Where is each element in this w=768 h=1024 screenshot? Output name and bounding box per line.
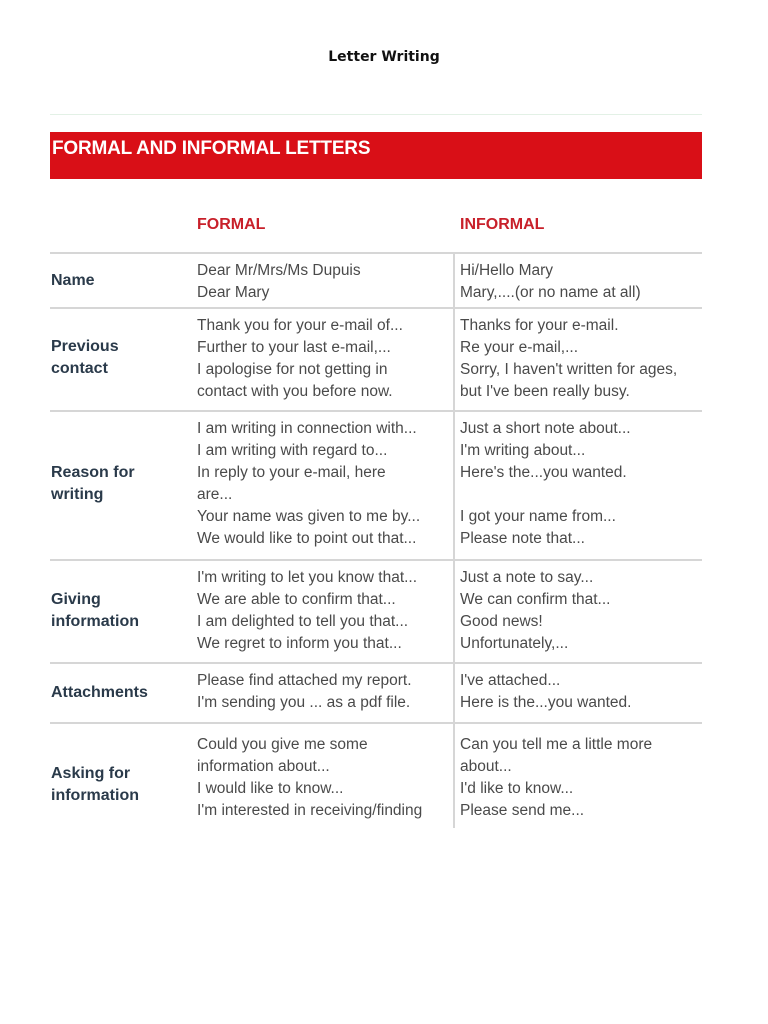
phrase: are... — [197, 486, 233, 503]
table-row-name — [50, 252, 702, 307]
table-row-previous-contact — [50, 307, 702, 410]
column-divider — [453, 254, 455, 307]
phrase: In reply to your e-mail, here — [197, 464, 386, 481]
phrase: Hi/Hello Mary — [460, 262, 554, 279]
phrase: Thank you for your e-mail of... — [197, 317, 403, 334]
table-row-giving-information — [50, 559, 702, 662]
informal-phrases — [460, 670, 702, 714]
formal-informal-table-figure — [50, 114, 702, 828]
phrase: Dear Mr/Mrs/Ms Dupuis — [197, 262, 361, 279]
informal-phrases — [460, 418, 702, 550]
phrase: Please find attached my report. — [197, 672, 412, 689]
table-banner: FORMAL AND INFORMAL LETTERS — [50, 132, 702, 179]
phrase: Please send me... — [460, 802, 585, 819]
phrase: I am writing with regard to... — [197, 442, 388, 459]
phrase: I've attached... — [460, 672, 561, 689]
table-row-asking-for-information — [50, 722, 702, 828]
phrase: Here is the...you wanted. — [460, 694, 632, 711]
formal-phrases — [197, 260, 453, 304]
phrase: Mary,....(or no name at all) — [460, 284, 641, 301]
phrase: I am delighted to tell you that... — [197, 613, 409, 630]
phrase: We can confirm that... — [460, 591, 611, 608]
phrase: I am writing in connection with... — [197, 420, 417, 437]
phrase: I'm sending you ... as a pdf file. — [197, 694, 411, 711]
phrase: I'm interested in receiving/finding — [197, 802, 423, 819]
formal-column-header: FORMAL — [197, 216, 266, 233]
phrase: about... — [460, 758, 512, 775]
phrase: Could you give me some — [197, 736, 368, 753]
phrase: but I've been really busy. — [460, 383, 630, 400]
phrase: Re your e-mail,... — [460, 339, 579, 356]
informal-phrases — [460, 734, 702, 822]
informal-phrases — [460, 260, 702, 304]
phrase: I got your name from... — [460, 508, 616, 525]
row-label: Name — [51, 272, 95, 289]
phrase: I'd like to know... — [460, 780, 574, 797]
phrase: We are able to confirm that... — [197, 591, 396, 608]
phrase: Thanks for your e-mail. — [460, 317, 619, 334]
phrase: information about... — [197, 758, 330, 775]
row-label: Giving information — [51, 591, 139, 630]
table-row-reason-for-writing — [50, 410, 702, 559]
phrase: I would like to know... — [197, 780, 344, 797]
column-headers — [50, 179, 702, 252]
formal-phrases — [197, 567, 453, 655]
phrase: Sorry, I haven't written for ages, — [460, 361, 678, 378]
phrase: Just a short note about... — [460, 420, 631, 437]
phrase: Here's the...you wanted. — [460, 464, 627, 481]
informal-column-header: INFORMAL — [460, 216, 545, 233]
phrase: Can you tell me a little more — [460, 736, 653, 753]
phrase: Please note that... — [460, 530, 585, 547]
phrase: Further to your last e-mail,... — [197, 339, 391, 356]
column-divider — [453, 664, 455, 722]
phrase: Just a note to say... — [460, 569, 594, 586]
document-title: Letter Writing — [328, 49, 440, 65]
formal-phrases — [197, 670, 453, 714]
phrase: Good news! — [460, 613, 543, 630]
column-divider — [453, 309, 455, 410]
column-divider — [453, 412, 455, 559]
formal-phrases — [197, 734, 453, 822]
phrase: I'm writing to let you know that... — [197, 569, 418, 586]
table-row-attachments — [50, 662, 702, 722]
phrase: Dear Mary — [197, 284, 270, 301]
phrase: We would like to point out that... — [197, 530, 417, 547]
top-rule — [50, 114, 702, 115]
phrase: Your name was given to me by... — [197, 508, 421, 525]
phrase: Unfortunately,... — [460, 635, 569, 652]
row-label: Attachments — [51, 684, 148, 701]
phrase: contact with you before now. — [197, 383, 393, 400]
formal-phrases — [197, 315, 453, 403]
row-label: Previous contact — [51, 338, 119, 377]
column-divider — [453, 561, 455, 662]
phrase: We regret to inform you that... — [197, 635, 402, 652]
phrase: I apologise for not getting in — [197, 361, 388, 378]
column-divider — [453, 724, 455, 828]
informal-phrases — [460, 567, 702, 655]
formal-phrases — [197, 418, 453, 550]
row-label: Asking for information — [51, 765, 139, 804]
phrase — [460, 484, 702, 506]
row-label: Reason for writing — [51, 464, 135, 503]
informal-phrases — [460, 315, 702, 403]
phrase: I'm writing about... — [460, 442, 586, 459]
